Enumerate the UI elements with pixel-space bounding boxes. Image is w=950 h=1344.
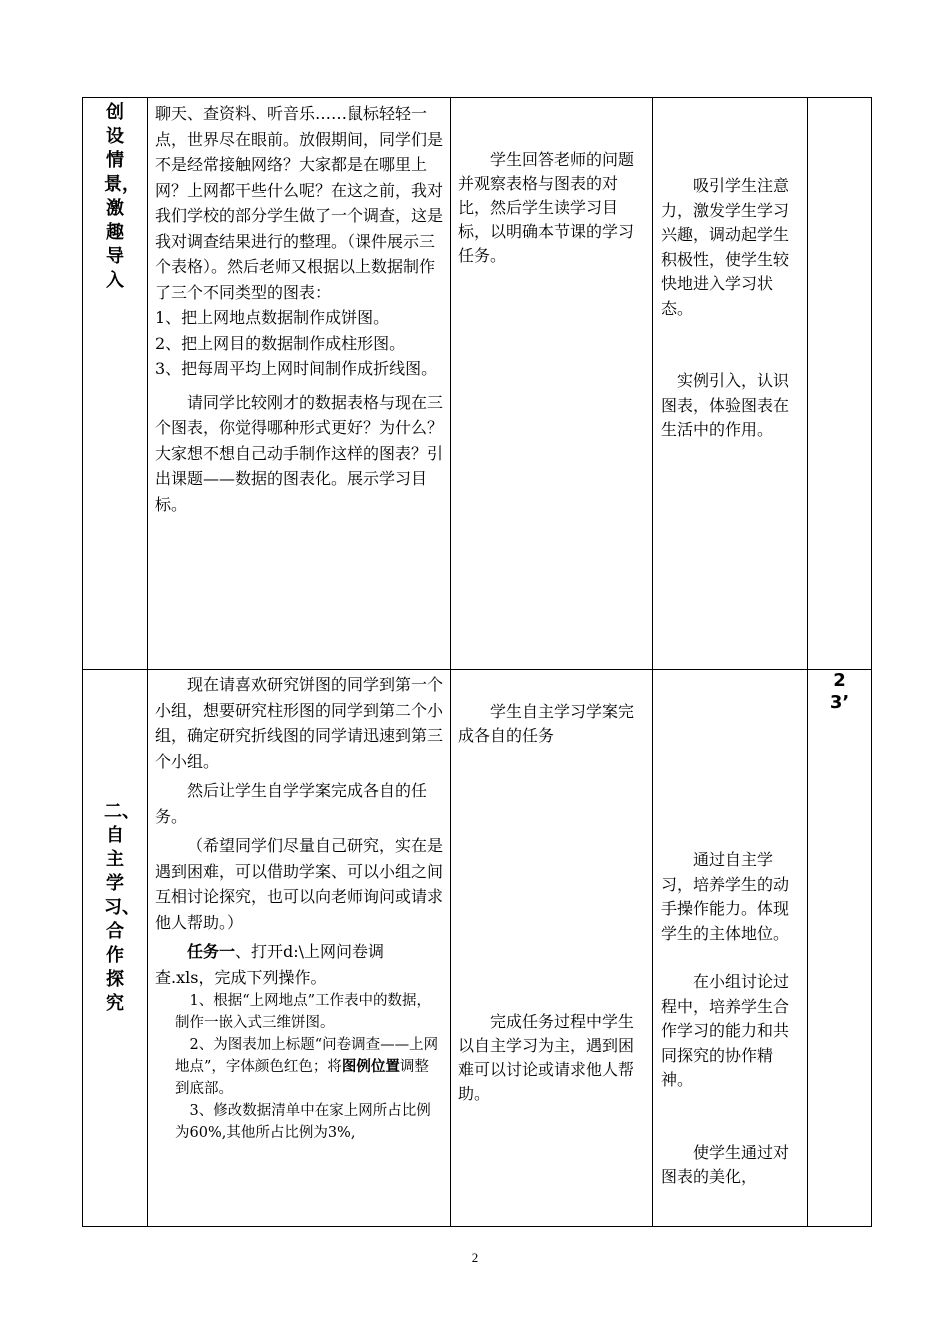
time-cell [808, 98, 872, 670]
teacher-list-item: 3、把每周平均上网时间制作成折线图。 [155, 359, 438, 378]
table-row [83, 670, 872, 1227]
task-item: 2、为图表加上标题“问卷调查——上网地点”，字体颜色红色；将图例位置调整到底部。 [175, 1037, 439, 1097]
design-intent-text: 在小组讨论过程中，培养学生合作学习的能力和共同探究的协作精神。 [661, 972, 790, 1089]
stage-cell [83, 670, 148, 1227]
student-activity-cell [451, 98, 653, 670]
student-activity-text: 学生自主学习学案完成各自的任务 [458, 702, 635, 745]
design-intent-text: 吸引学生注意力，激发学生学习兴趣，调动起学生积极性，使学生较快地进入学习状态。 [661, 176, 790, 318]
task-item: 3、修改数据清单中在家上网所占比例为60%,其他所占比例为3%, [175, 1103, 431, 1141]
task-heading: 任务一 [187, 942, 236, 961]
stage-cell [83, 98, 148, 670]
task-item: 1、根据“上网地点”工作表中的数据，制作一嵌入式三维饼图。 [175, 993, 432, 1031]
time-value: 23’ [829, 670, 850, 713]
design-intent-text: 使学生通过对图表的美化， [661, 1142, 790, 1186]
lesson-plan-table [82, 97, 872, 1227]
teacher-paragraph: 现在请喜欢研究饼图的同学到第一个小组，想要研究柱形图的同学到第二个小组，确定研究折线图的同学请迅速到第三个小组。 [155, 675, 444, 771]
stage-title: 创设情景，激趣导入 [104, 102, 140, 291]
task-bold-term: 图例位置 [341, 1058, 400, 1075]
design-intent-text: 实例引入，认识图表，体验图表在生活中的作用。 [661, 371, 790, 439]
page-number: 2 [471, 1250, 479, 1265]
teacher-paragraph: （希望同学们尽量自己研究，实在是遇到困难，可以借助学案、可以小组之间互相讨论探究，也可以向老师询问或请求他人帮助。） [155, 836, 444, 932]
student-activity-cell [451, 670, 653, 1227]
design-intent-cell [653, 98, 808, 670]
design-intent-text: 通过自主学习，培养学生的动手操作能力。体现学生的主体地位。 [661, 850, 790, 943]
task-intro: 任务一、打开d:\上网问卷调查.xls，完成下列操作。 [155, 942, 385, 987]
teacher-list-item: 2、把上网目的数据制作成柱形图。 [155, 333, 406, 353]
stage-title: 二、自主学习、合作探究 [104, 801, 140, 1014]
teacher-activity-cell [148, 670, 451, 1227]
teacher-list-item: 1、把上网地点数据制作成饼图。 [155, 308, 390, 327]
table-row [83, 98, 872, 670]
student-activity-text: 学生回答老师的问题并观察表格与图表的对比，然后学生读学习目标，以明确本节课的学习任务。 [458, 150, 635, 265]
time-cell [808, 670, 872, 1227]
teacher-paragraph: 请同学比较刚才的数据表格与现在三个图表，你觉得哪种形式更好？为什么？大家想不想自己动手制作这样的图表？引出课题——数据的图表化。展示学习目标。 [155, 392, 444, 514]
teacher-activity-cell [148, 98, 451, 670]
teacher-paragraph: 聊天、查资料、听音乐……鼠标轻轻一点，世界尽在眼前。放假期间，同学们是不是经常接触网络？大家都是在哪里上网？上网都干些什么呢？在这之前，我对我们学校的部分学生做了一个调查，这是我对调查结果进行的整理。（课件展示三个表格）。然后老师又根据以上数据制作了三个不同类型的图表： [155, 104, 444, 302]
teacher-paragraph: 然后让学生自学学案完成各自的任务。 [155, 781, 428, 826]
task-list [155, 990, 443, 1144]
student-activity-text: 完成任务过程中学生以自主学习为主，遇到困难可以讨论或请求他人帮助。 [458, 1012, 635, 1103]
design-intent-cell [653, 670, 808, 1227]
